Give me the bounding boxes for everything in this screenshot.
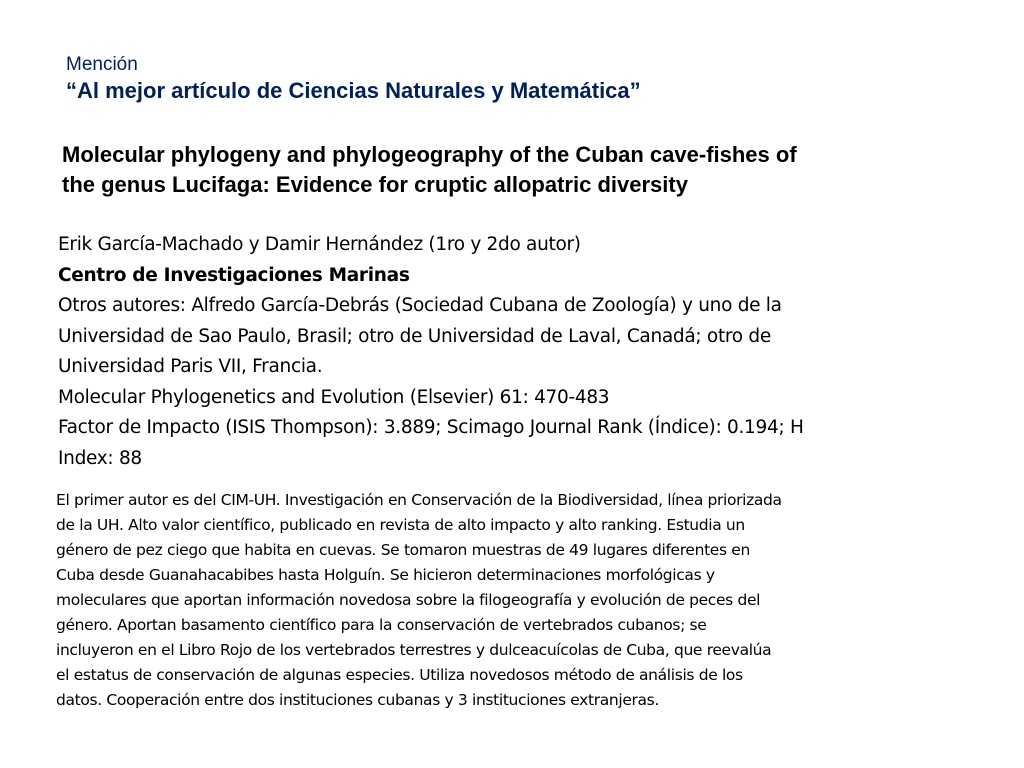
- summary-line: de la UH. Alto valor científico, publicado en revista de alto impacto y alto ranking. Estudia un: [56, 516, 745, 534]
- paper-title-line: the genus Lucifaga: Evidence for cruptic allopatric diversity: [62, 172, 688, 197]
- authors-line: Erik García-Machado y Damir Hernández (1ro y 2do autor): [58, 234, 581, 255]
- other-authors-line: Universidad de Sao Paulo, Brasil; otro de Universidad de Laval, Canadá; otro de: [58, 325, 771, 347]
- impact-line: Index: 88: [58, 447, 142, 469]
- summary-line: moleculares que aportan información novedosa sobre la filogeografía y evolución de peces del: [56, 591, 761, 609]
- summary-paragraph: [56, 488, 966, 713]
- summary-line: incluyeron en el Libro Rojo de los vertebrados terrestres y dulceacuícolas de Cuba, que reevalúa: [56, 641, 772, 659]
- summary-line: género. Aportan basamento científico para la conservación de vertebrados cubanos; se: [56, 616, 707, 634]
- journal-line: Molecular Phylogenetics and Evolution (Elsevier) 61: 470-483: [58, 386, 610, 408]
- paper-details: [58, 230, 948, 474]
- summary-line: datos. Cooperación entre dos instituciones cubanas y 3 instituciones extranjeras.: [56, 691, 659, 709]
- other-authors-line: Otros autores: Alfredo García-Debrás (Sociedad Cubana de Zoología) y uno de la: [58, 295, 782, 316]
- other-authors-line: Universidad Paris VII, Francia.: [58, 356, 323, 377]
- summary-line: el estatus de conservación de algunas especies. Utiliza novedosos método de análisis de los: [56, 666, 743, 684]
- summary-line: género de pez ciego que habita en cuevas. Se tomaron muestras de 49 lugares diferentes en: [56, 541, 750, 559]
- award-header: [66, 52, 966, 105]
- mencion-label: Mención: [66, 54, 138, 75]
- summary-line: El primer autor es del CIM-UH. Investigación en Conservación de la Biodiversidad, línea priorizada: [56, 491, 782, 509]
- award-title: “Al mejor artículo de Ciencias Naturales y Matemática”: [66, 78, 641, 103]
- summary-line: Cuba desde Guanahacabibes hasta Holguín. Se hicieron determinaciones morfológicas y: [56, 566, 715, 584]
- institution-line: Centro de Investigaciones Marinas: [58, 264, 410, 286]
- paper-title: [62, 140, 962, 200]
- paper-title-line: Molecular phylogeny and phylogeography of the Cuban cave-fishes of: [62, 142, 797, 167]
- impact-line: Factor de Impacto (ISIS Thompson): 3.889; Scimago Journal Rank (Índice): 0.194; H: [58, 417, 804, 438]
